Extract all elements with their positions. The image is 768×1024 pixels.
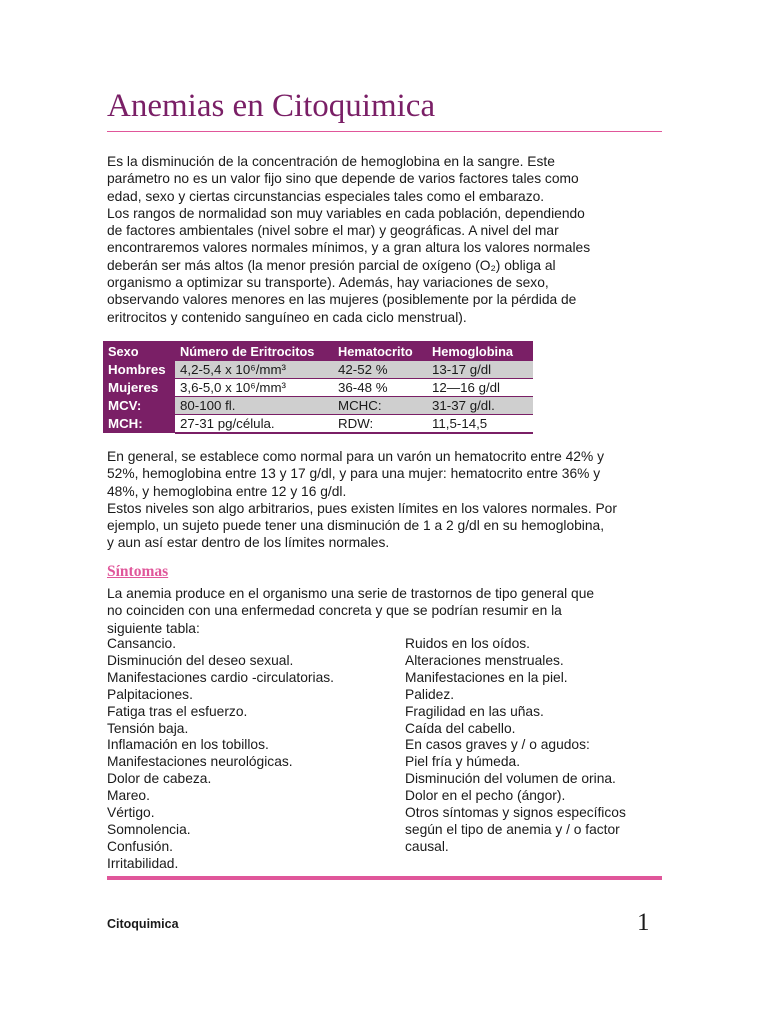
symptoms-list-right <box>405 636 626 856</box>
list-item: Fatiga tras el esfuerzo. <box>107 703 248 719</box>
symptoms-intro-paragraph: La anemia produce en el organismo una serie de trastornos de tipo general que no coinciden con una enfermedad concreta y que se podrían resumir en la siguiente tabla: <box>107 586 595 636</box>
list-item: Irritabilidad. <box>107 855 179 871</box>
document-title: Anemias en Citoquimica <box>107 88 436 124</box>
list-item: Somnolencia. <box>107 821 191 837</box>
table-header-cell: Número de Eritrocitos <box>180 343 315 359</box>
table-row-header: Mujeres <box>103 379 175 397</box>
general-paragraph: En general, se establece como normal para un varón un hematocrito entre 42% y 52%, hemoglobina entre 13 y 17 g/dl, y para una mujer: hematocrito entre 36% y 48%, y hemoglobina entre 12 y 16 g/dl. Estos niveles son algo arbitrarios, pues existen límites en los valores normales. Por ejemplo, un sujeto puede tener una disminución de 1 a 2 g/dl en su hemoglobina, y aun así estar dentro de los límites normales. <box>107 449 617 551</box>
page-number: 1 <box>637 909 650 936</box>
list-item: Dolor de cabeza. <box>107 771 212 787</box>
list-item: causal. <box>405 838 449 854</box>
list-item: Vértigo. <box>107 805 155 821</box>
table-cell: MCHC: <box>333 397 427 415</box>
list-item: Cansancio. <box>107 636 177 651</box>
intro-paragraph: Es la disminución de la concentración de hemoglobina en la sangre. Este parámetro no es un valor fijo sino que depende de varios factores tales como edad, sexo y ciertas circunstancias especiales tales como el embarazo. Los rangos de normalidad son muy variables en cada población, dependiendo de factores ambientales (nivel sobre el mar) y geográficas. A nivel del mar encontraremos valores normales mínimos, y a gran altura los valores normales deberán ser más altos (la menor presión parcial de oxígeno (O₂) obliga al organismo a optimizar su transporte). Además, hay variaciones de sexo, observando valores menores en las mujeres (posiblemente por la pérdida de eritrocitos y contenido sanguíneo en cada ciclo menstrual). <box>107 154 591 325</box>
table-cell: 27-31 pg/célula. <box>175 415 333 434</box>
table-cell: 11,5-14,5 <box>427 415 533 434</box>
list-item: Disminución del volumen de orina. <box>405 771 616 787</box>
list-item: Confusión. <box>107 838 173 854</box>
footer-rule <box>107 876 662 880</box>
list-item: según el tipo de anemia y / o factor <box>405 821 620 837</box>
list-item: Disminución del deseo sexual. <box>107 652 294 668</box>
list-item: Alteraciones menstruales. <box>405 652 564 668</box>
table-cell: 42-52 % <box>333 361 427 379</box>
table-header-row <box>103 341 533 361</box>
footer-label: Citoquimica <box>107 917 179 931</box>
table-cell: 12—16 g/dl <box>427 379 533 397</box>
list-item: Ruidos en los oídos. <box>405 636 531 651</box>
symptoms-heading: Síntomas <box>107 563 169 580</box>
table-cell: 80-100 fl. <box>175 397 333 415</box>
table-header-cell: Sexo <box>108 343 139 359</box>
table-cell: 4,2-5,4 x 10⁶/mm³ <box>175 361 333 379</box>
table-row-header: MCV: <box>103 397 175 415</box>
table-row <box>103 379 533 397</box>
reference-values-table <box>103 341 533 434</box>
symptoms-list-left <box>107 636 334 873</box>
table-cell: 13-17 g/dl <box>427 361 533 379</box>
table-cell: 3,6-5,0 x 10⁶/mm³ <box>175 379 333 397</box>
table-row <box>103 397 533 415</box>
list-item: Mareo. <box>107 788 150 804</box>
list-item: Piel fría y húmeda. <box>405 754 521 770</box>
list-item: Caída del cabello. <box>405 720 516 736</box>
list-item: Fragilidad en las uñas. <box>405 703 544 719</box>
table-row-header: MCH: <box>103 415 175 434</box>
list-item: Otros síntomas y signos específicos <box>405 805 626 821</box>
title-underline-rule <box>107 131 662 132</box>
list-item: Inflamación en los tobillos. <box>107 737 269 753</box>
table-row <box>103 415 533 434</box>
list-item: Tensión baja. <box>107 720 189 736</box>
list-item: Palpitaciones. <box>107 686 193 702</box>
table-row <box>103 361 533 379</box>
table-header-cell: Hemoglobina <box>432 343 514 359</box>
list-item: Manifestaciones en la piel. <box>405 669 568 685</box>
table-cell: 36-48 % <box>333 379 427 397</box>
list-item: Manifestaciones cardio -circulatorias. <box>107 669 334 685</box>
table-cell: 31-37 g/dl. <box>427 397 533 415</box>
table-cell: RDW: <box>333 415 427 434</box>
list-item: Palidez. <box>405 686 455 702</box>
table-row-header: Hombres <box>103 361 175 379</box>
table-header-cell: Hematocrito <box>338 343 413 359</box>
list-item: Manifestaciones neurológicas. <box>107 754 293 770</box>
list-item: En casos graves y / o agudos: <box>405 737 590 753</box>
list-item: Dolor en el pecho (ángor). <box>405 788 566 804</box>
